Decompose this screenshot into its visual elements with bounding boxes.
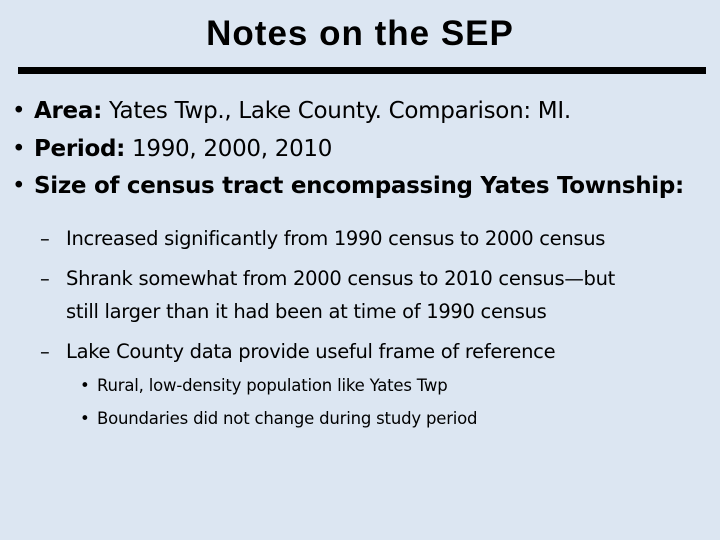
dash-icon: – <box>40 267 50 290</box>
title-divider <box>18 67 706 74</box>
sub-bullet-text: Increased significantly from 1990 census to 2000 census <box>66 227 606 250</box>
bullet-label: Area: <box>34 98 102 124</box>
bullet-icon: • <box>80 376 90 395</box>
dash-icon: – <box>40 227 50 250</box>
sub-bullet-text: Shrank somewhat from 2000 census to 2010 census—but <box>66 267 616 290</box>
sub-sub-bullet-text: Rural, low-density population like Yates Twp <box>97 376 448 395</box>
bullet-text: 1990, 2000, 2010 <box>125 136 333 162</box>
sub-bullet-text: Lake County data provide useful frame of reference <box>66 340 556 363</box>
bullet-label: Period: <box>34 136 126 162</box>
sub-bullet-text: still larger than it had been at time of 1990 census <box>66 300 547 323</box>
bullet-label: Size of census tract encompassing Yates Township: <box>34 173 684 199</box>
dash-icon: – <box>40 340 50 363</box>
bullet-icon: • <box>80 409 90 428</box>
sub-sub-bullet-text: Boundaries did not change during study period <box>97 409 478 428</box>
bullet-icon: • <box>12 98 26 124</box>
bullet-icon: • <box>12 136 26 162</box>
bullet-icon: • <box>12 173 26 199</box>
bullet-text: Yates Twp., Lake County. Comparison: MI. <box>101 98 571 124</box>
slide-title: Notes on the SEP <box>206 14 514 53</box>
